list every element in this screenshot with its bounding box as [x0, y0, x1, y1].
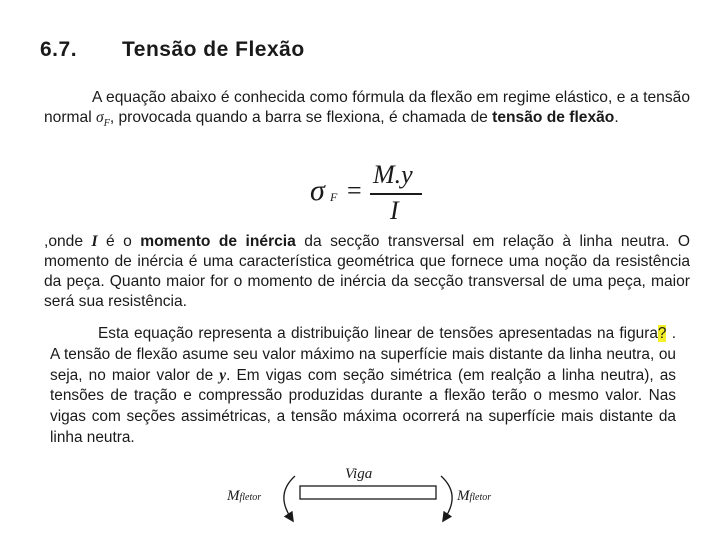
paragraph-1: [44, 88, 690, 134]
inertia-symbol: I: [91, 233, 98, 250]
paragraph-3: [50, 324, 676, 449]
section-number: 6.7.: [40, 38, 78, 61]
p1-text-a: A equação abaixo é conhecida como fórmula da flexão em regime elástico, e a tensão normal: [44, 89, 690, 126]
p2-bold-term: momento de inércia: [140, 233, 296, 250]
p3-text-c: . Em vigas com seção simétrica (em realção a linha neutra), as tensões de tração e compressão produzidas durante a flexão terão o mesmo valor. Nas vigas com seções assimétricas, a tensão máxima ocorrerá na superfície mais distante da linha neutra.: [50, 366, 676, 446]
beam-label: Viga: [345, 466, 373, 482]
p1-text-b: , provocada quando a barra se flexiona, é chamada de: [109, 109, 493, 126]
beam-rectangle: [300, 486, 436, 499]
left-moment-symbol: M: [227, 488, 240, 504]
p2-text-b: é o: [97, 233, 141, 250]
p3-text-a: Esta equação representa a distribuição linear de tensões apresentadas na figura: [98, 325, 658, 342]
right-moment-label: [457, 488, 491, 505]
right-moment-subscript: fletor: [469, 492, 492, 503]
sigma-symbol: σ: [96, 109, 104, 126]
beam-bending-diagram: [225, 462, 515, 532]
paragraph-2: [44, 232, 690, 312]
p1-bold-term: tensão de flexão: [492, 109, 615, 126]
figure-reference-highlight: ?: [657, 325, 667, 342]
equation-equals: =: [347, 176, 362, 205]
sigma-subscript: F: [103, 118, 110, 130]
equation-subscript: F: [330, 190, 338, 204]
p3-text-b: . A tensão de flexão asume seu valor máximo na superfície mais distante da linha neutra, ou seja, no maior valor de: [50, 325, 676, 384]
right-moment-symbol: M: [457, 488, 470, 504]
equation-sigma: σ: [310, 174, 325, 207]
p2-text-c: da secção transversal em relação à linha neutra. O momento de inércia é uma característica geométrica que fornece uma noção da resistência da peça. Quanto maior for o momento de inércia da secção transversal de uma peça, maior será sua resistência.: [44, 233, 691, 310]
fraction-bar: [370, 193, 422, 195]
left-moment-label: [227, 488, 261, 505]
section-heading: [40, 38, 305, 62]
right-moment-arrow: [441, 476, 452, 518]
left-moment-arrow: [284, 476, 295, 518]
section-title: Tensão de Flexão: [122, 38, 305, 61]
equation-denominator: I: [390, 196, 399, 225]
left-moment-subscript: fletor: [239, 492, 262, 503]
y-symbol: y: [219, 366, 227, 384]
equation-numerator: M.y: [373, 160, 413, 189]
p1-text-c: .: [614, 109, 619, 126]
p2-text-a: ,onde: [44, 233, 92, 250]
flexure-equation: [300, 160, 430, 226]
